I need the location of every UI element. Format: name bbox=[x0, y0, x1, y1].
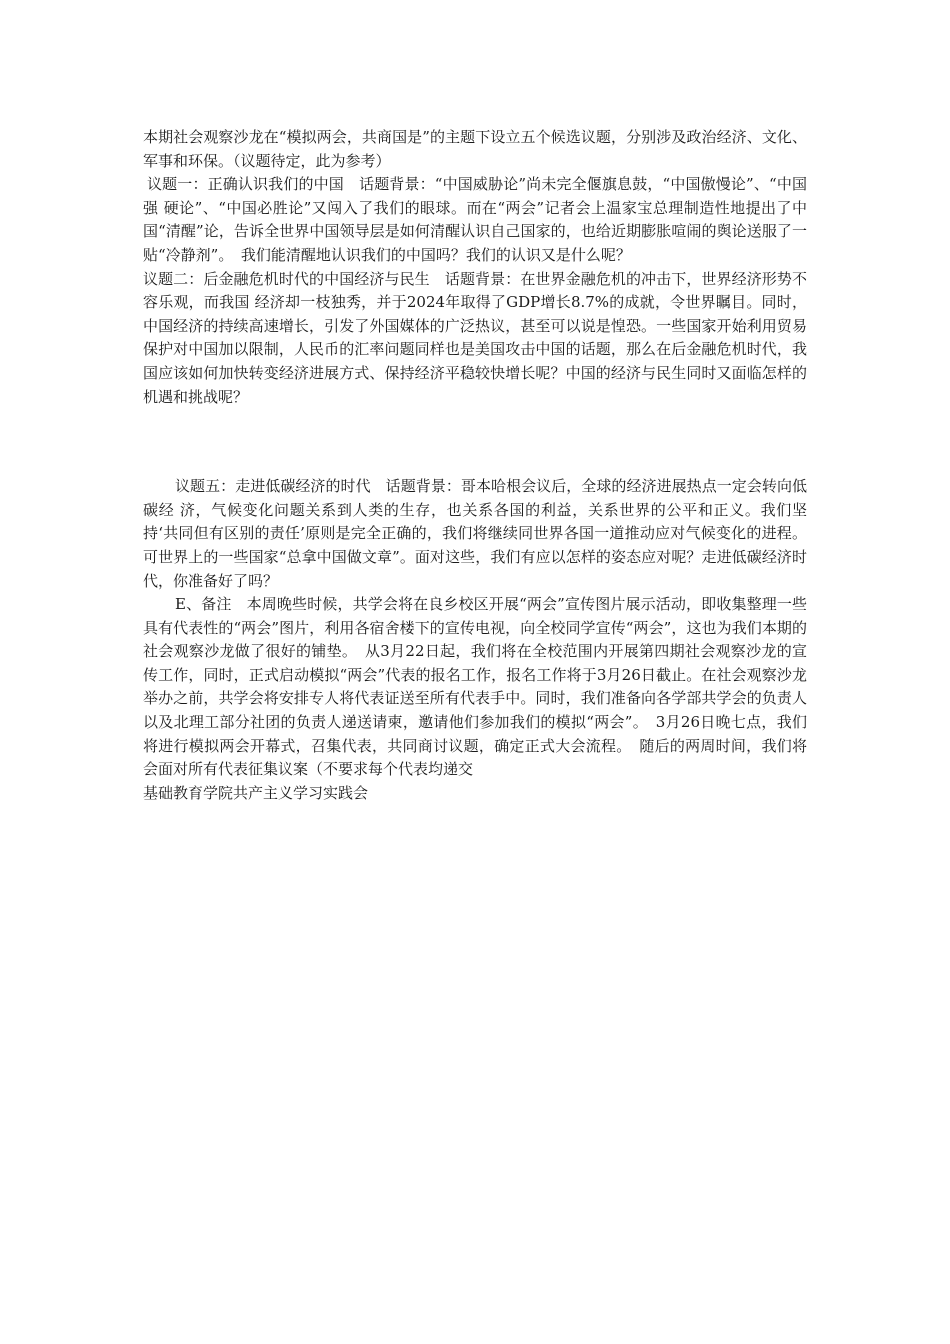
topic-two-paragraph: 议题二：后金融危机时代的中国经济与民生 话题背景：在世界金融危机的冲击下，世界经济形势不容乐观，而我国 经济却一枝独秀，并于2024年取得了GDP增长8.7%的成就，令世界瞩目。同时，中国经济的持续高速增长，引发了外国媒体的广泛热议，甚至可以说是惶恐。一些国家开始利用贸易保护对中国加以限制，人民币的汇率问题同样也是美国攻击中国的话题，那么在后金融危机时代，我国应该如何加快转变经济进展方式、保持经济平稳较快增长呢？中国的经济与民生同时又面临怎样的机遇和挑战呢？ bbox=[143, 269, 807, 406]
blank-gap bbox=[143, 409, 807, 475]
document-body bbox=[143, 126, 807, 805]
remarks-paragraph: E、备注 本周晚些时候，共学会将在良乡校区开展“两会”宣传图片展示活动，即收集整理一些具有代表性的“两会”图片，利用各宿舍楼下的宣传电视，向全校同学宣传“两会”，这也为我们本期的社会观察沙龙做了很好的铺垫。 从3月22日起，我们将在全校范围内开展第四期社会观察沙龙的宣传工作，同时，正式启动模拟“两会”代表的报名工作，报名工作将于3月26日截止。在社会观察沙龙举办之前，共学会将安排专人将代表证送至所有代表手中。同时，我们准备向各学部共学会的负责人以及北理工部分社团的负责人递送请柬，邀请他们参加我们的模拟“两会”。 3月26日晚七点，我们将进行模拟两会开幕式，召集代表，共同商讨议题，确定正式大会流程。 随后的两周时间，我们将会面对所有代表征集议案（不要求每个代表均递交 bbox=[143, 595, 807, 779]
topic-five-paragraph: 议题五：走进低碳经济的时代 话题背景：哥本哈根会议后，全球的经济进展热点一定会转向低碳经 济，气候变化问题关系到人类的生存，也关系各国的利益，关系世界的公平和正义。我们坚持‘共同但有区别的责任’原则是完全正确的，我们将继续同世界各国一道推动应对气候变化的进程。可世界上的一些国家“总拿中国做文章”。面对这些，我们有应以怎样的姿态应对呢？走进低碳经济时代，你准备好了吗？ bbox=[143, 477, 807, 590]
topic-one-paragraph: 议题一：正确认识我们的中国 话题背景：“中国威胁论”尚未完全偃旗息鼓，“中国傲慢论”、“中国强 硬论”、“中国必胜论”又闯入了我们的眼球。而在“两会”记者会上温家宝总理制造性地提出了中国“清醒”论，告诉全世界中国领导层是如何清醒认识自己国家的，也给近期膨胀喧闹的舆论送服了一贴“冷静剂”。 我们能清醒地认识我们的中国吗？我们的认识又是什么呢？ bbox=[143, 175, 807, 264]
intro-paragraph: 本期社会观察沙龙在“模拟两会，共商国是”的主题下设立五个候选议题，分别涉及政治经济、文化、军事和环保。（议题待定，此为参考） bbox=[143, 128, 807, 170]
signature-line: 基础教育学院共产主义学习实践会 bbox=[143, 783, 369, 802]
